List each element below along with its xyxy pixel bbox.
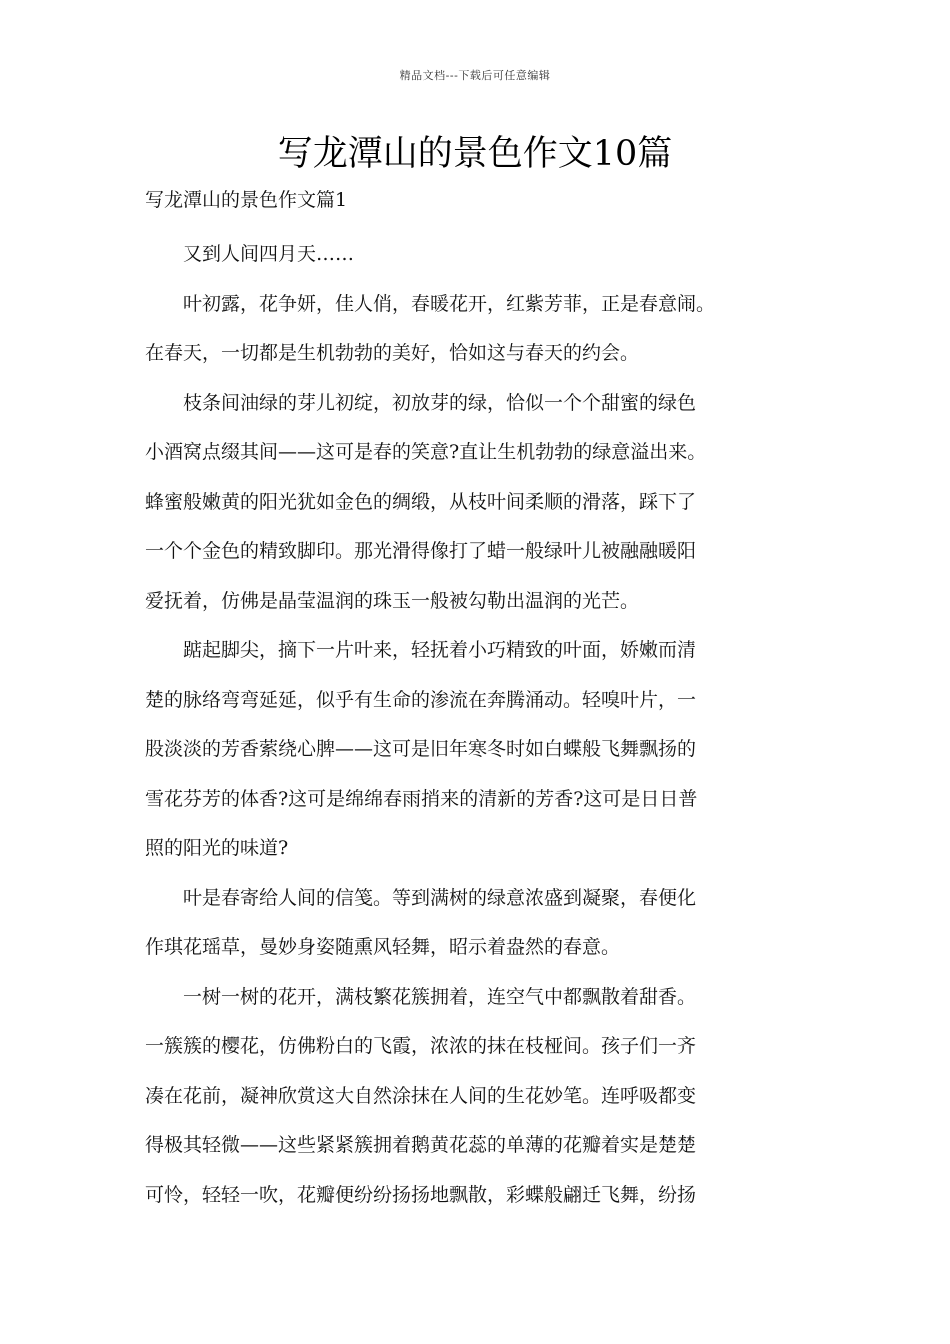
section-heading: 写龙潭山的景色作文篇1	[145, 189, 348, 211]
text-line: 一簇簇的樱花，仿佛粉白的飞霞，浓浓的抹在枝桠间。孩子们一齐	[145, 1035, 697, 1057]
text-line: 叶是春寄给人间的信笺。等到满树的绿意浓盛到凝聚，春便化	[183, 886, 697, 909]
text-line: 一树一树的花开，满枝繁花簇拥着，连空气中都飘散着甜香。	[183, 985, 697, 1008]
paragraph-2	[145, 280, 807, 379]
header-note: 精品文档---下载后可任意编辑	[399, 69, 551, 82]
paragraph-3	[145, 379, 807, 627]
paragraph-1	[145, 230, 807, 280]
text-line: 作琪花瑶草，曼妙身姿随熏风轻舞，昭示着盎然的春意。	[145, 936, 621, 958]
text-line: 股淡淡的芳香萦绕心脾——这可是旧年寒冬时如白蝶般飞舞飘扬的	[145, 738, 697, 760]
document-title: 写龙潭山的景色作文10篇	[277, 134, 673, 174]
essay-body	[145, 230, 807, 1220]
text-line: 叶初露，花争妍，佳人俏，春暖花开，红紫芳菲，正是春意闹。	[183, 292, 716, 315]
text-line: 可怜，轻轻一吹，花瓣便纷纷扬扬地飘散，彩蝶般翩迁飞舞，纷扬	[145, 1183, 697, 1206]
text-line: 踮起脚尖，摘下一片叶来，轻抚着小巧精致的叶面，娇嫩而清	[183, 639, 697, 661]
paragraph-6	[145, 973, 807, 1221]
paragraph-4	[145, 626, 807, 874]
text-line: 枝条间油绿的芽儿初绽，初放芽的绿，恰似一个个甜蜜的绿色	[183, 391, 697, 414]
text-line: 在春天，一切都是生机勃勃的美好，恰如这与春天的约会。	[145, 342, 640, 364]
text-line: 楚的脉络弯弯延延，似乎有生命的渗流在奔腾涌动。轻嗅叶片，一	[145, 688, 697, 711]
text-line: 又到人间四月天……	[183, 243, 355, 265]
text-line: 雪花芬芳的体香?这可是绵绵春雨捎来的清新的芳香?这可是日日普	[145, 787, 698, 810]
text-line: 爱抚着，仿佛是晶莹温润的珠玉一般被勾勒出温润的光芒。	[145, 589, 640, 612]
text-line: 凑在花前，凝神欣赏这大自然涂抹在人间的生花妙笔。连呼吸都变	[145, 1084, 697, 1107]
text-line: 一个个金色的精致脚印。那光滑得像打了蜡一般绿叶儿被融融暖阳	[145, 540, 697, 562]
text-line: 得极其轻微——这些紧紧簇拥着鹅黄花蕊的单薄的花瓣着实是楚楚	[145, 1134, 697, 1156]
text-line: 蜂蜜般嫩黄的阳光犹如金色的绸缎，从枝叶间柔顺的滑落，踩下了	[145, 490, 697, 513]
paragraph-5	[145, 874, 807, 973]
text-line: 照的阳光的味道?	[145, 837, 289, 859]
text-line: 小酒窝点缀其间——这可是春的笑意?直让生机勃勃的绿意溢出来。	[145, 441, 707, 463]
